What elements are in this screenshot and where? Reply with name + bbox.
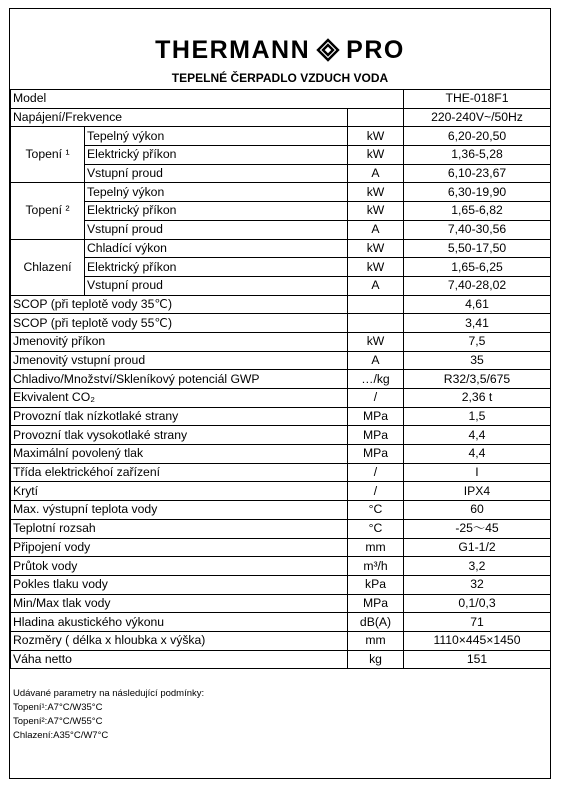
row-param: Krytí: [11, 482, 348, 501]
table-row: [11, 351, 551, 370]
brand-name-left: THERMANN: [155, 35, 311, 64]
table-row: [11, 501, 551, 520]
row-value: 2,36 t: [404, 389, 551, 408]
table-row: [11, 538, 551, 557]
table-row: [11, 407, 551, 426]
row-param: Pokles tlaku vody: [11, 575, 348, 594]
row-unit: A: [348, 220, 404, 239]
row-unit: /: [348, 482, 404, 501]
row-unit: A: [348, 164, 404, 183]
table-row: [11, 332, 551, 351]
row-unit: MPa: [348, 426, 404, 445]
row-unit: m³/h: [348, 557, 404, 576]
row-value: 7,40-28,02: [404, 276, 551, 295]
row-value: 3,41: [404, 314, 551, 333]
row-param: Jmenovitý vstupní proud: [11, 351, 348, 370]
row-param: Třída elektrickéhoí zařízení: [11, 463, 348, 482]
row-label: Model: [11, 90, 404, 109]
table-row: [11, 650, 551, 669]
row-param: Tepelný výkon: [85, 183, 348, 202]
table-row: [11, 370, 551, 389]
row-param: Max. výstupní teplota vody: [11, 501, 348, 520]
table-row: [11, 276, 551, 295]
table-row: [11, 463, 551, 482]
table-row: [11, 239, 551, 258]
row-param: Maximální povolený tlak: [11, 445, 348, 464]
row-param: Vstupní proud: [85, 220, 348, 239]
brand-name-right: PRO: [346, 35, 405, 64]
row-unit: kW: [348, 183, 404, 202]
table-row: [11, 445, 551, 464]
row-unit: MPa: [348, 594, 404, 613]
row-value: 4,4: [404, 426, 551, 445]
row-unit: …/kg: [348, 370, 404, 389]
row-param: Teplotní rozsah: [11, 519, 348, 538]
row-param: Elektrický příkon: [85, 146, 348, 165]
row-param: Chladící výkon: [85, 239, 348, 258]
row-unit: kW: [348, 239, 404, 258]
row-param: Vstupní proud: [85, 276, 348, 295]
row-value: 151: [404, 650, 551, 669]
row-value: 7,5: [404, 332, 551, 351]
row-param: Provozní tlak vysokotlaké strany: [11, 426, 348, 445]
row-unit: [348, 314, 404, 333]
table-row: [11, 519, 551, 538]
row-unit: kW: [348, 258, 404, 277]
row-param: Průtok vody: [11, 557, 348, 576]
row-value: 7,40-30,56: [404, 220, 551, 239]
row-value: 35: [404, 351, 551, 370]
row-value: 60: [404, 501, 551, 520]
row-unit: [348, 295, 404, 314]
row-unit: MPa: [348, 407, 404, 426]
table-row: [11, 146, 551, 165]
row-value: 1,65-6,82: [404, 202, 551, 221]
row-value: 71: [404, 613, 551, 632]
note-line: Topení²:A7°C/W55°C: [13, 716, 103, 727]
row-param: Váha netto: [11, 650, 348, 669]
table-row-power: [11, 108, 551, 127]
row-unit: A: [348, 276, 404, 295]
row-unit: mm: [348, 538, 404, 557]
row-value: 1,36-5,28: [404, 146, 551, 165]
table-row: [11, 314, 551, 333]
row-unit: °C: [348, 501, 404, 520]
spec-table: [10, 89, 551, 669]
row-unit: [348, 108, 404, 127]
row-param: Ekvivalent CO₂: [11, 389, 348, 408]
row-unit: dB(A): [348, 613, 404, 632]
row-unit: MPa: [348, 445, 404, 464]
table-row: [11, 594, 551, 613]
row-value: R32/3,5/675: [404, 370, 551, 389]
row-param: Elektrický příkon: [85, 258, 348, 277]
table-row: [11, 389, 551, 408]
row-param: Elektrický příkon: [85, 202, 348, 221]
row-param: SCOP (při teplotě vody 55℃): [11, 314, 348, 333]
row-value: 32: [404, 575, 551, 594]
group-label: Topení ²: [11, 183, 85, 239]
document-title: TEPELNÉ ČERPADLO VZDUCH VODA: [171, 71, 389, 85]
brand-logo: [10, 35, 550, 65]
row-unit: kW: [348, 332, 404, 351]
row-unit: kg: [348, 650, 404, 669]
row-unit: /: [348, 389, 404, 408]
conditions-notes: [13, 687, 204, 743]
row-unit: /: [348, 463, 404, 482]
row-unit: mm: [348, 631, 404, 650]
table-row: [11, 575, 551, 594]
row-value: 6,10-23,67: [404, 164, 551, 183]
note-line: Chlazení:A35°C/W7°C: [13, 730, 109, 741]
brand-mark-icon: [316, 38, 340, 62]
row-label: Napájení/Frekvence: [11, 108, 348, 127]
row-param: Chladivo/Množství/Skleníkový potenciál GWP: [11, 370, 348, 389]
row-value: 6,30-19,90: [404, 183, 551, 202]
table-row: [11, 631, 551, 650]
row-value: 5,50-17,50: [404, 239, 551, 258]
note-line: Udávané parametry na následující podmínky:: [13, 688, 205, 699]
row-unit: kW: [348, 202, 404, 221]
row-unit: kW: [348, 127, 404, 146]
row-param: Připojení vody: [11, 538, 348, 557]
group-label: Chlazení: [11, 239, 85, 295]
row-param: Jmenovitý příkon: [11, 332, 348, 351]
group-label: Topení ¹: [11, 127, 85, 183]
spec-sheet: [9, 8, 551, 779]
row-unit: °C: [348, 519, 404, 538]
table-row: [11, 557, 551, 576]
row-param: Provozní tlak nízkotlaké strany: [11, 407, 348, 426]
row-value: 1,65-6,25: [404, 258, 551, 277]
table-row-model: [11, 90, 551, 109]
row-value: I: [404, 463, 551, 482]
table-row: [11, 164, 551, 183]
table-row: [11, 127, 551, 146]
row-value: 6,20-20,50: [404, 127, 551, 146]
row-param: Vstupní proud: [85, 164, 348, 183]
row-param: SCOP (při teplotě vody 35℃): [11, 295, 348, 314]
table-row: [11, 295, 551, 314]
row-param: Hladina akustického výkonu: [11, 613, 348, 632]
row-value: 4,4: [404, 445, 551, 464]
row-unit: kPa: [348, 575, 404, 594]
row-value: 220-240V~/50Hz: [404, 108, 551, 127]
row-value: 0,1/0,3: [404, 594, 551, 613]
row-param: Rozměry ( délka x hloubka x výška): [11, 631, 348, 650]
table-row: [11, 220, 551, 239]
table-row: [11, 183, 551, 202]
row-value: G1-1/2: [404, 538, 551, 557]
table-row: [11, 426, 551, 445]
row-value: -25～45: [404, 519, 551, 538]
row-value: 4,61: [404, 295, 551, 314]
row-param: Tepelný výkon: [85, 127, 348, 146]
row-value: 3,2: [404, 557, 551, 576]
row-value: 1,5: [404, 407, 551, 426]
note-line: Topení¹:A7°C/W35°C: [13, 702, 103, 713]
row-unit: A: [348, 351, 404, 370]
table-row: [11, 202, 551, 221]
row-value: IPX4: [404, 482, 551, 501]
row-param: Min/Max tlak vody: [11, 594, 348, 613]
row-value: 1110×445×1450: [404, 631, 551, 650]
row-value: THE-018F1: [404, 90, 551, 109]
table-row: [11, 258, 551, 277]
table-row: [11, 482, 551, 501]
row-unit: kW: [348, 146, 404, 165]
table-row: [11, 613, 551, 632]
